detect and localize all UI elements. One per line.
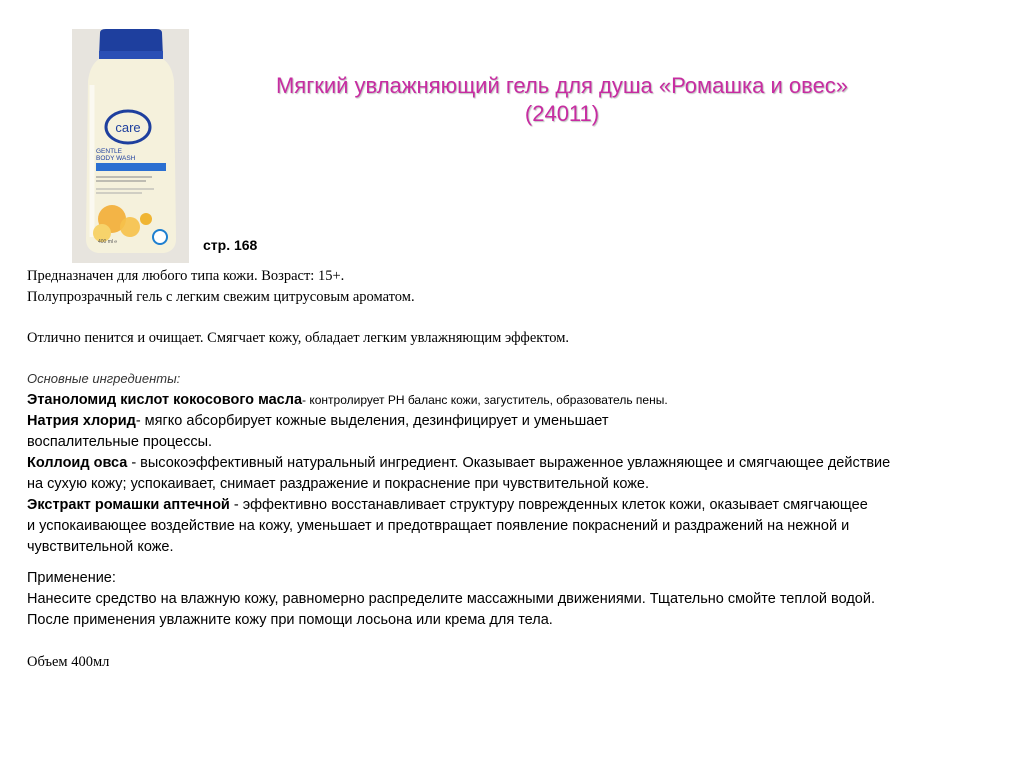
ingredient-1-desc: - контролирует PH баланс кожи, загуститель, образователь пены. (302, 393, 668, 407)
ingredient-4-desc: - эффективно восстанавливает структуру поврежденных клеток кожи, оказывает смягчающее (229, 497, 868, 513)
intro-line1: Предназначен для любого типа кожи. Возраст: 15+. (27, 268, 345, 284)
ingredient-2-name: Натрия хлорид (27, 413, 136, 429)
ingredient-1-name: Этаноломид кислот кокосового масла (27, 392, 303, 408)
page-reference: стр. 168 (203, 237, 258, 253)
usage-heading: Применение: (27, 570, 116, 586)
brand-logo-text: care (115, 120, 141, 135)
ingredients-heading-text: Основные ингредиенты: (27, 371, 181, 386)
page-title (200, 72, 924, 128)
ingredient-1 (27, 390, 967, 411)
usage-line2: После применения увлажните кожу при помощи лосьона или крема для тела. (27, 612, 553, 628)
product-label-line2: BODY WASH (96, 155, 136, 162)
volume-text: Объем 400мл (27, 654, 110, 670)
ingredient-2 (27, 411, 967, 432)
title-line2: (24011) (524, 101, 600, 126)
intro-block (27, 266, 967, 308)
intro-line2: Полупрозрачный гель с легким свежим цитрусовым ароматом. (27, 289, 415, 305)
ingredient-4-cont: и успокаивающее воздействие на кожу, уменьшает и предотвращает появление покраснений и раздражений на нежной и (27, 518, 850, 534)
ingredient-3-cont: на сухую кожу; успокаивает, снимает раздражение и покраснение при чувствительной коже. (27, 476, 650, 492)
ingredients-list (27, 390, 967, 558)
ingredient-3-name: Коллоид овса (27, 455, 128, 471)
ingredient-4 (27, 495, 967, 516)
volume-block (27, 652, 967, 673)
ingredient-2-desc: - мягко абсорбирует кожные выделения, дезинфицирует и уменьшает (135, 413, 609, 429)
ingredient-3 (27, 453, 967, 474)
ingredient-2-cont: воспалительные процессы. (27, 434, 213, 450)
ingredient-3-desc: - высокоэффективный натуральный ингредиент. Оказывает выраженное увлажняющее и смягчающее действие (127, 455, 891, 471)
product-image (72, 29, 189, 263)
usage-block (27, 568, 967, 631)
ingredient-4-cont2: чувствительной коже. (27, 539, 174, 555)
intro-effect (27, 328, 967, 349)
volume-label: 400 ml ℮ (98, 239, 118, 245)
intro-line3: Отлично пенится и очищает. Смягчает кожу, обладает легким увлажняющим эффектом. (27, 330, 570, 346)
title-line1: Мягкий увлажняющий гель для душа «Ромашка и овес» (275, 73, 849, 98)
product-label-line1: GENTLE (96, 148, 123, 155)
usage-line1: Нанесите средство на влажную кожу, равномерно распределите массажными движениями. Тщательно смойте теплой водой. (27, 591, 875, 607)
ingredients-heading (27, 368, 967, 389)
ingredient-4-name: Экстракт ромашки аптечной (27, 497, 230, 513)
